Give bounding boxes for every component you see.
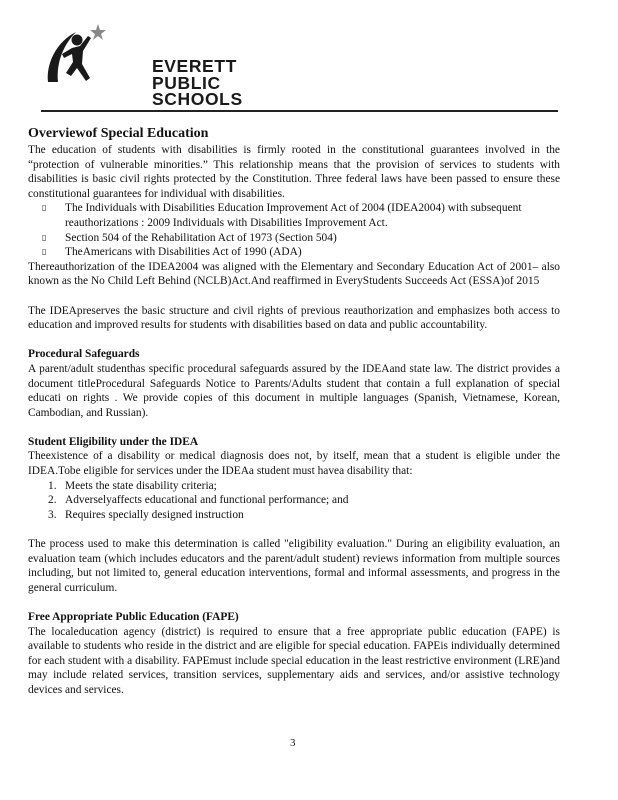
list-item <box>28 493 560 508</box>
runner-with-star-logo-icon <box>42 24 122 96</box>
list-text: Adverselyaffects educational and functional performance; and <box>65 494 349 507</box>
list-text: Requires specially designed instruction <box>65 508 244 521</box>
document-body <box>28 126 560 698</box>
logo-line: SCHOOLS <box>152 89 243 109</box>
fape-heading: Free Appropriate Public Education (FAPE) <box>28 611 239 623</box>
list-item: ▯ TheAmericans with Disabilities Act of 1990 (ADA) <box>28 245 560 260</box>
idea-paragraph: The IDEApreserves the basic structure and civil rights of previous reauthorization and emphasizes both access to education and improved results for students with disabilities based on data and public accountability. <box>28 304 560 332</box>
evaluation-process-paragraph: The process used to make this determination is called "eligibility evaluation." During an eligibility evaluation, an evaluation team (which includes educators and the parent/adult student) reviews information from multiple sources including, but not limited to, general education interventions, formal and informal assessments, and progress in the general curriculum. <box>28 538 560 594</box>
page-number: 3 <box>290 737 296 749</box>
page-title: Overviewof Special Education <box>28 126 209 141</box>
intro-paragraph: The education of students with disabilities is firmly rooted in the constitutional guarantees involved in the “protection of vulnerable minorities.” This relationship means that the provision of services to students with disabilities is basic civil rights protected by the Constitution. Three federal laws have been passed to ensure these constitutional guarantees for individual with disabilities. <box>28 144 560 200</box>
eligibility-heading: Student Eligibility under the IDEA <box>28 435 199 448</box>
logo-line: PUBLIC <box>152 72 221 93</box>
header-divider <box>41 110 558 112</box>
logo-line: EVERETT <box>152 56 237 76</box>
list-number: 1. <box>48 479 57 492</box>
eligibility-criteria-list <box>28 479 560 523</box>
list-number: 3. <box>48 508 57 521</box>
school-logo <box>42 24 243 109</box>
list-number: 2. <box>48 494 57 507</box>
procedural-safeguards-heading: Procedural Safeguards <box>28 348 140 361</box>
laws-list <box>28 201 560 259</box>
fape-paragraph: The localeducation agency (district) is required to ensure that a free appropriate public education (FAPE) is available to students who reside in the district and are eligible for special education. FAPEis individually determined for each student with a disability. FAPEmust include special education in the least restrictive environment (LRE)and may include related services, transition services, supplementary aids and services, and/or assistive technology devices and services. <box>28 625 560 696</box>
list-text: Meets the state disability criteria; <box>65 479 217 492</box>
logo-wordmark <box>152 58 243 108</box>
reauthorization-paragraph: Thereauthorization of the IDEA2004 was aligned with the Elementary and Secondary Education Act of 2001– also known as the No Child Left Behind (NCLB)Act.And reaffirmed in EveryStudents Succeeds Act (ESSA)of 2015 <box>28 260 560 288</box>
procedural-safeguards-paragraph: A parent/adult studenthas specific procedural safeguards assured by the IDEAand state law. The district provides a document titleProcedural Safeguards Notice to Parents/Adults student that contain a full explanation of special educati on rights . We provide copies of this document in multiple languages (Spanish, Vietnamese, Korean, Cambodian, and Russian). <box>28 362 560 419</box>
eligibility-paragraph: Theexistence of a disability or medical diagnosis does not, by itself, mean that a student is eligible under the IDEA.Tobe eligible for services under the IDEAa student must havea disability that: <box>28 450 560 478</box>
list-item: ▯ The Individuals with Disabilities Education Improvement Act of 2004 (IDEA2004) with subsequent reauthorizations : 2009 Individuals with Disabilities Improvement Act. <box>28 201 560 230</box>
list-item: ▯ Section 504 of the Rehabilitation Act of 1973 (Section 504) <box>28 231 560 246</box>
list-item <box>28 508 560 523</box>
list-item <box>28 479 560 494</box>
